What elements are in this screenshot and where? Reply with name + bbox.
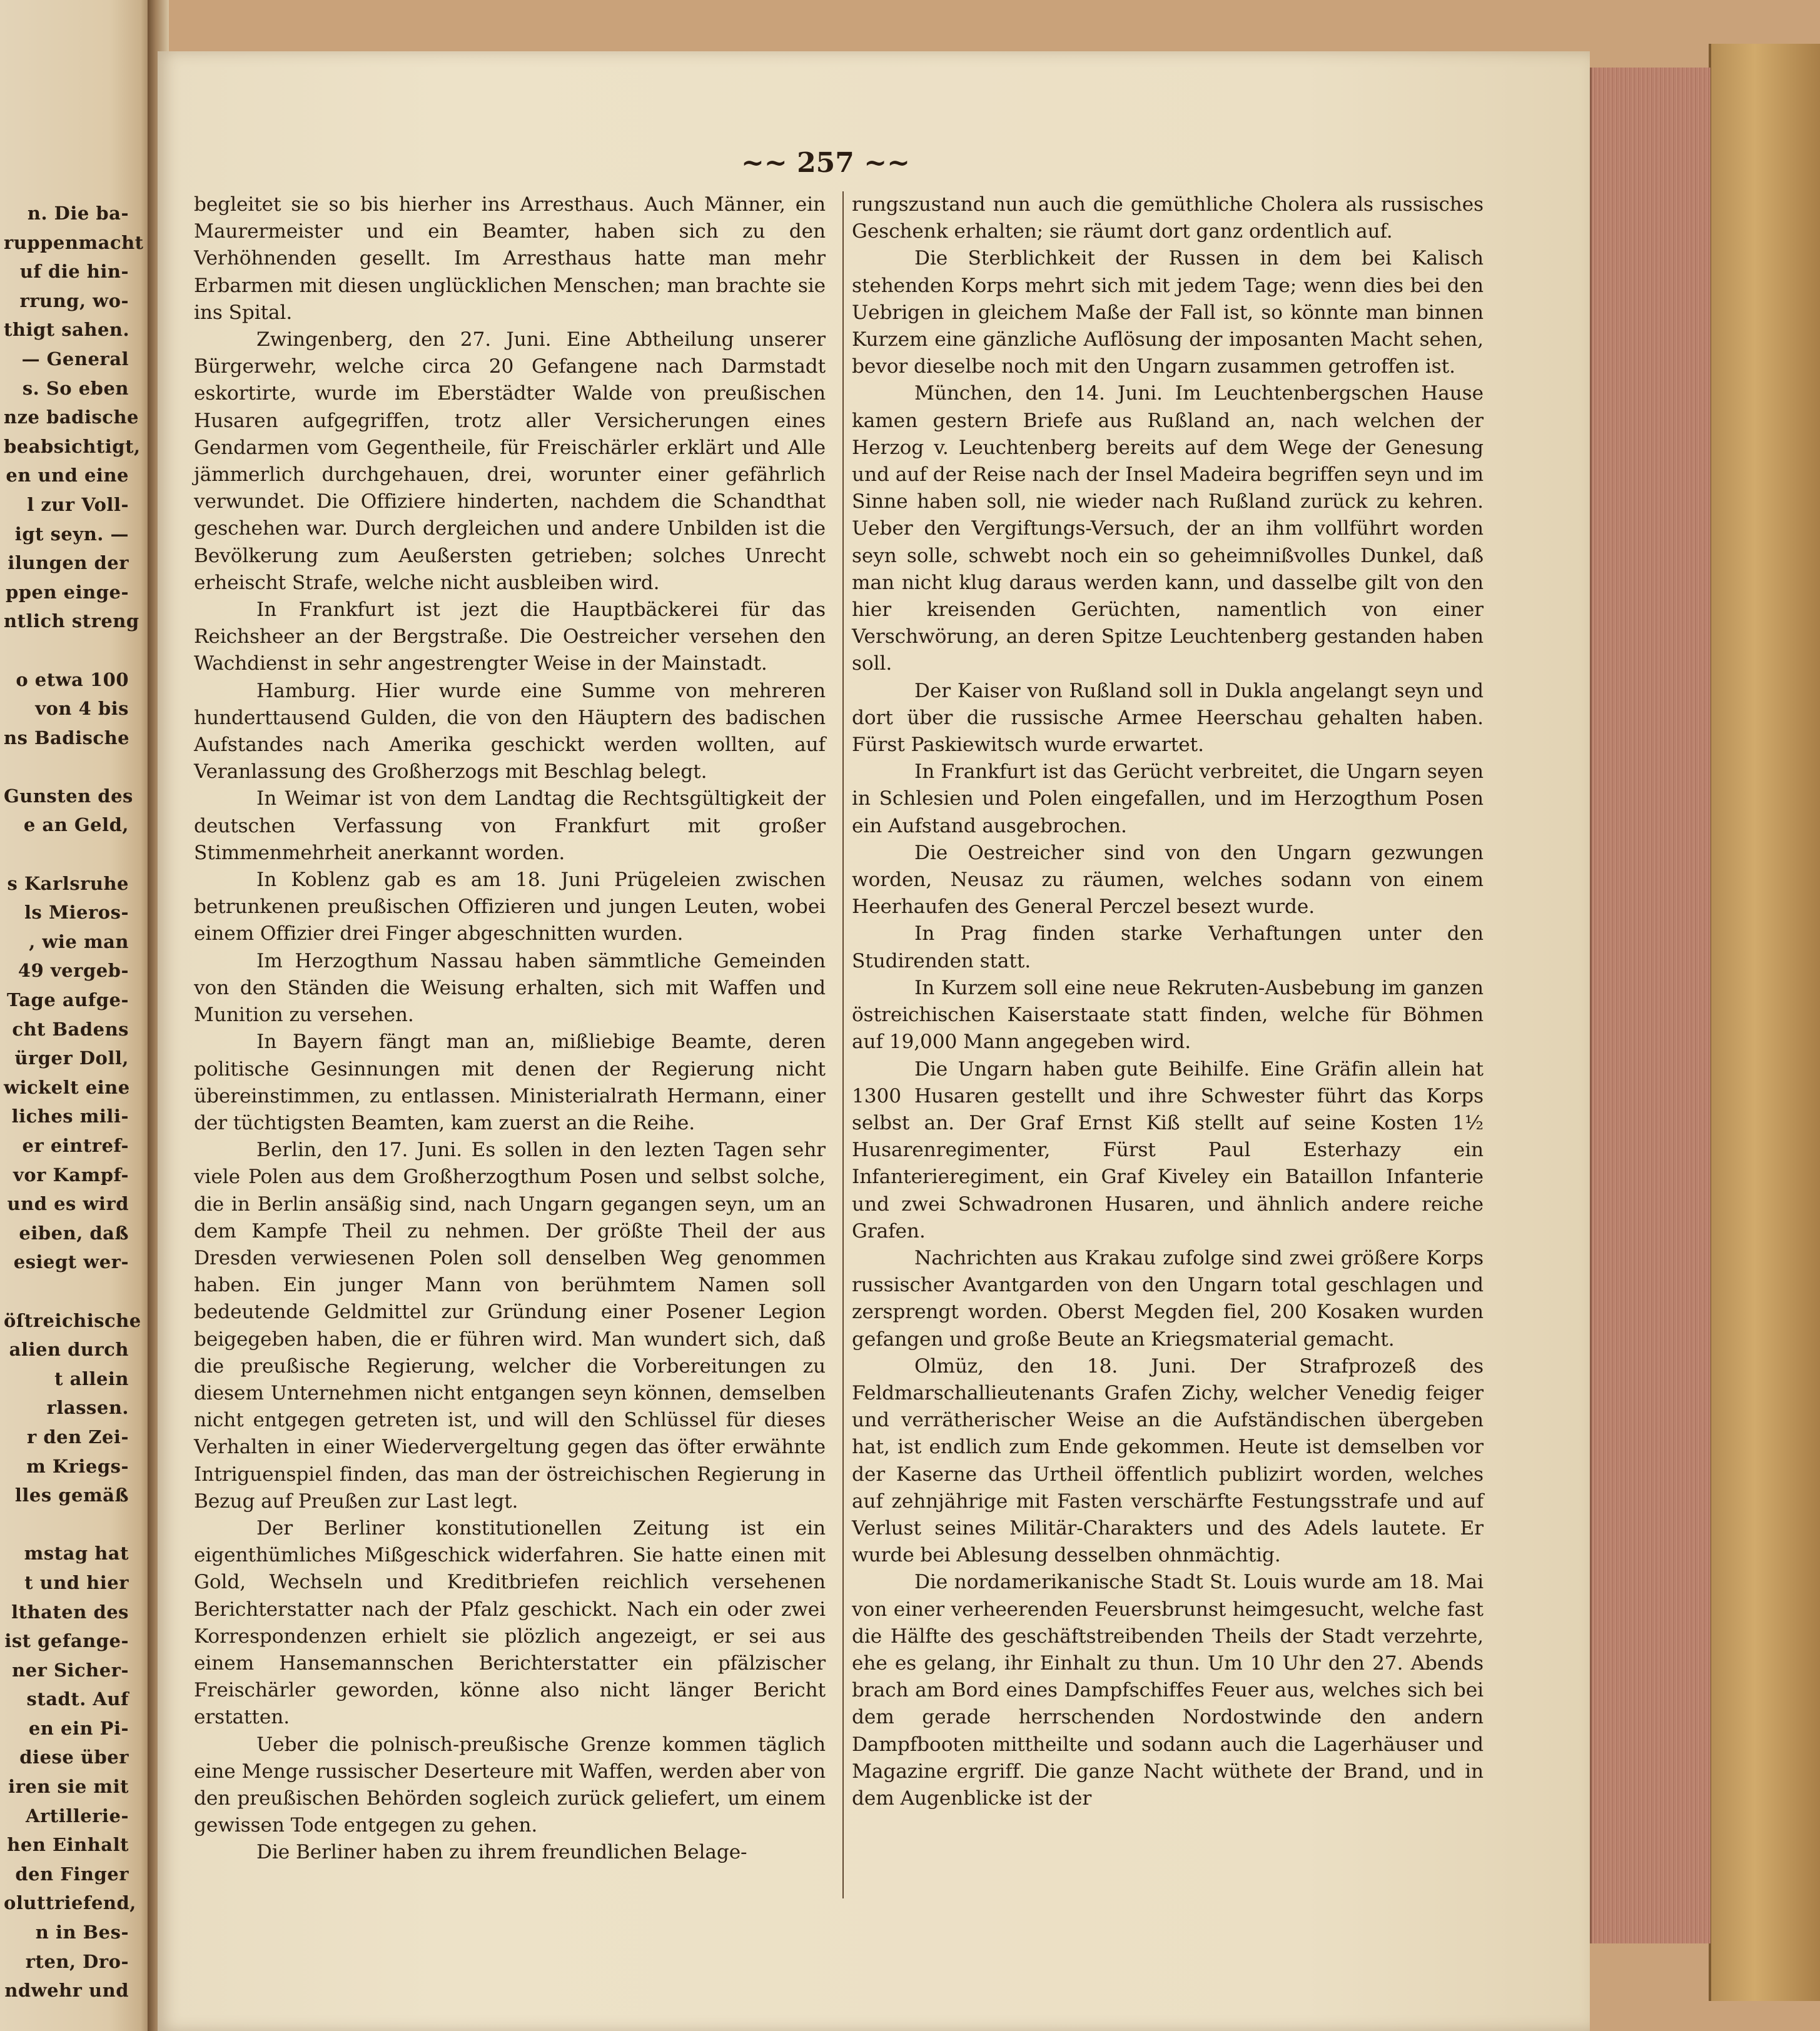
left-page-line: ns Badische — [4, 727, 130, 748]
left-page-line: igt seyn. — — [14, 523, 129, 545]
right-text-column — [852, 191, 1484, 1992]
left-page-line: — General — [21, 348, 129, 370]
left-page-line: s Karlsruhe — [7, 872, 129, 894]
left-page-line: r den Zei- — [27, 1426, 129, 1448]
article-paragraph: begleitet sie so bis hierher ins Arresthaus. Auch Männer, ein Maurermeister und ein Beamter, haben sich zu den Verhöhnenden gesellt. Im Arresthaus hatte man mehr Erbarmen mit diesen unglücklichen Menschen; man brachte sie ins Spital. — [194, 193, 826, 324]
book-cover-edge — [1709, 44, 1820, 2001]
column-divider — [842, 191, 844, 1898]
article-paragraph: In Frankfurt ist jezt die Hauptbäckerei für das Reichsheer an der Bergstraße. Die Oestreicher versehen den Wachdienst in sehr angestrengter Weise in der Mainstadt. — [194, 598, 826, 675]
article-paragraph: Im Herzogthum Nassau haben sämmtliche Gemeinden von den Ständen die Weisung erhalten, sich mit Waffen und Munition zu versehen. — [194, 949, 826, 1027]
left-page-line: en und eine — [6, 465, 129, 486]
left-page-line: ppen einge- — [5, 581, 129, 603]
left-page-line: beabsichtigt, — [4, 435, 141, 457]
left-page-line: 49 vergeb- — [18, 960, 129, 982]
left-page-line: lthaten des — [11, 1601, 129, 1623]
left-page-line: und es wird — [7, 1193, 129, 1215]
left-page-line: rlassen. — [46, 1397, 129, 1419]
left-page-line: Gunsten des — [4, 785, 133, 807]
article-paragraph: Berlin, den 17. Juni. Es sollen in den lezten Tagen sehr viele Polen aus dem Großherzogthum Posen und selbst solche, die in Berlin ansäßig sind, nach Ungarn gegangen seyn, um an dem Kampfe Theil zu nehmen. Der größte Theil der aus Dresden verwiesenen Polen soll denselben Weg genommen haben. Ein junger Mann von berühmtem Namen soll bedeutende Geldmittel zur Gründung einer Posener Legion beigegeben haben, die er führen wird. Man wundert sich, daß die preußische Regierung, welcher die Vorbereitungen zu diesem Unternehmen nicht entgangen seyn können, demselben nicht entgegen getreten ist, und will den Schlüssel für dieses Verhalten in einer Wiedervergeltung gegen das öfter erwähnte Intriguenspiel finden, das man der östreichischen Regierung in Bezug auf Preußen zur Last legt. — [194, 1139, 826, 1513]
left-page-line — [4, 840, 129, 869]
article-paragraph: Die Oestreicher sind von den Ungarn gezwungen worden, Neusaz zu räumen, welches sodann von einem Heerhaufen des General Perczel besezt wurde. — [852, 841, 1484, 919]
left-page-line: ndwehr und — [4, 1980, 129, 2002]
page-stack-edge — [1590, 68, 1711, 1943]
left-page-line: ilungen der — [8, 552, 129, 574]
left-page-line: den Finger — [15, 1863, 129, 1885]
left-page-line: thigt sahen. — [4, 319, 130, 341]
left-page — [0, 0, 156, 2031]
page-number-header: ~~ 257 ~~ — [741, 147, 910, 179]
left-page-line: s. So eben — [22, 377, 129, 399]
left-text-column — [194, 191, 826, 1992]
left-page-line: , wie man — [29, 930, 129, 952]
article-paragraph: Ueber die polnisch-preußische Grenze kommen täglich eine Menge russischer Deserteure mit Waffen, werden aber von den preußischen Behörden sogleich zurück geliefert, um einem gewissen Tode entgegen zu gehen. — [194, 1733, 826, 1837]
left-page-line: mstag hat — [24, 1543, 129, 1565]
article-paragraph: In Koblenz gab es am 18. Juni Prügeleien zwischen betrunkenen preußischen Offizieren und jungen Leuten, wobei einem Offizier drei Finger abgeschnitten wurden. — [194, 869, 826, 945]
left-page-line: hen Einhalt — [7, 1834, 129, 1856]
left-page-line: er eintref- — [22, 1135, 129, 1156]
article-paragraph: In Prag finden starke Verhaftungen unter den Studirenden statt. — [852, 922, 1484, 972]
left-page-line: von 4 bis — [35, 698, 129, 720]
left-page-line: uf die hin- — [19, 261, 129, 283]
left-page-line: ntlich streng — [4, 610, 139, 632]
left-page-line: e an Geld, — [23, 814, 129, 836]
left-page-line: lles gemäß — [14, 1484, 129, 1506]
left-page-line: nze badische — [4, 406, 139, 428]
left-page-line: ls Mieros- — [24, 902, 129, 924]
article-paragraph: Nachrichten aus Krakau zufolge sind zwei größere Korps russischer Avantgarden von den Ungarn total geschlagen und zersprengt worden. Oberst Megden fiel, 200 Kosaken wurden gefangen und große Beute an Kriegsmaterial gemacht. — [852, 1246, 1484, 1351]
left-page-line: alien durch — [9, 1339, 129, 1361]
left-page-line — [4, 1510, 129, 1540]
article-paragraph: In Kurzem soll eine neue Rekruten-Ausbebung im ganzen östreichischen Kaiserstaate statt finden, welche für Böhmen auf 19,000 Mann angegeben wird. — [852, 976, 1484, 1054]
left-page-line: ist gefange- — [4, 1630, 129, 1652]
left-page-line: rten, Dro- — [25, 1950, 129, 1972]
left-page-line: m Kriegs- — [26, 1455, 129, 1477]
left-page-line: o etwa 100 — [16, 668, 129, 690]
left-page-line: n in Bes- — [35, 1922, 129, 1943]
left-page-line: Tage aufge- — [6, 989, 129, 1011]
article-paragraph: Hamburg. Hier wurde eine Summe von mehreren hunderttausend Gulden, die von den Häuptern des badischen Aufstandes nach Amerika geschickt werden wollten, auf Veranlassung des Großherzogs mit Beschlag belegt. — [194, 679, 826, 784]
left-page-line: en ein Pi- — [28, 1717, 129, 1739]
left-page-line: oluttriefend, — [4, 1892, 136, 1914]
left-page-line: t und hier — [24, 1571, 129, 1593]
left-page-line: vor Kampf- — [13, 1164, 129, 1186]
left-page-line: liches mili- — [11, 1106, 129, 1127]
article-paragraph: Die nordamerikanische Stadt St. Louis wurde am 18. Mai von einer verheerenden Feuersbrunst heimgesucht, welche fast die Hälfte des geschäftstreibenden Theils der Stadt verzehrte, ehe es gelang, ihr Einhalt zu thun. Um 10 Uhr den 27. Abends brach am Bord eines Dampfschiffes Feuer aus, welches sich bei dem gerade herrschenden Nordostwinde den andern Dampfbooten mittheilte und sodann auch die Lagerhäuser und Magazine ergriff. Die ganze Nacht wüthete der Brand, und in dem Augenblicke ist der — [852, 1571, 1484, 1810]
left-page-line — [4, 1277, 129, 1306]
left-page-line: iren sie mit — [8, 1776, 129, 1798]
left-page-line: t allein — [54, 1368, 129, 1389]
left-page-line: Artillerie- — [26, 1805, 129, 1827]
left-page-line — [4, 636, 129, 665]
left-page-line: diese über — [19, 1746, 129, 1768]
left-page-line: cht Badens — [12, 1018, 129, 1040]
article-paragraph: Zwingenberg, den 27. Juni. Eine Abtheilung unserer Bürgerwehr, welche circa 20 Gefangene nach Darmstadt eskortirte, wurde im Eberstädter Walde von preußischen Husaren aufgegriffen, trotz aller Versicherungen eines Gendarmen vom Gegentheile, für Freischärler erklärt und Alle jämmerlich durchgehauen, drei, worunter einer gefährlich verwundet. Die Offiziere hinderten, nachdem die Schandthat geschehen war. Durch dergleichen und andere Unbilden ist die Bevölkerung zum Aeußersten getrieben; solches Unrecht erheischt Strafe, welche nicht ausbleiben wird. — [194, 328, 826, 594]
article-paragraph: rungszustand nun auch die gemüthliche Cholera als russisches Geschenk erhalten; sie räumt dort ganz ordentlich auf. — [852, 193, 1484, 243]
left-page-line: ruppenmacht — [4, 231, 144, 253]
left-page-line: ner Sicher- — [12, 1659, 129, 1681]
article-paragraph: In Bayern fängt man an, mißliebige Beamte, deren politische Gesinnungen mit denen der Regierung nicht übereinstimmen, zu entlassen. Ministerialrath Hermann, einer der tüchtigsten Beamten, kam zuerst an die Reihe. — [194, 1031, 826, 1134]
left-page-line: öſtreichische — [4, 1309, 141, 1331]
article-paragraph: Der Berliner konstitutionellen Zeitung ist ein eigenthümliches Mißgeschick widerfahren. Sie hatte einen mit Gold, Wechseln und Kreditbriefen reichlich versehenen Berichterstatter nach der Pfalz geschickt. Nach ein oder zwei Korrespondenzen erhielt sie plözlich angezeigt, er sei aus einem Hansemannschen Berichterstatter ein pfälzischer Freischärler geworden, könne also nicht länger Bericht erstatten. — [194, 1516, 826, 1729]
left-page-line: eiben, daß — [19, 1222, 129, 1244]
left-page-line: wickelt eine — [4, 1076, 130, 1098]
left-page-line: rrung, wo- — [19, 290, 129, 311]
article-paragraph: In Frankfurt ist das Gerücht verbreitet, die Ungarn seyen in Schlesien und Polen eingefallen, und im Herzogthum Posen ein Aufstand ausgebrochen. — [852, 760, 1484, 837]
left-page-line: ürger Doll, — [14, 1047, 129, 1069]
article-paragraph: Die Ungarn haben gute Beihilfe. Eine Gräfin allein hat 1300 Husaren gestellt und ihre Schwester führt das Korps selbst an. Der Graf Ernst Kiß stellt auf seine Kosten 1½ Husarenregimenter, Fürst Paul Esterhazy ein Infanterieregiment, ein Graf Kiveley ein Bataillon Infanterie und zwei Schwadronen Husaren, und ähnlich andere reiche Grafen. — [852, 1057, 1484, 1242]
article-paragraph: Die Sterblichkeit der Russen in dem bei Kalisch stehenden Korps mehrt sich mit jedem Tage; wenn dies bei den Uebrigen in gleichem Maße der Fall ist, so könnte man binnen Kurzem eine gänzliche Auflösung der imposanten Macht sehen, bevor dieselbe noch mit den Ungarn zusammen getroffen ist. — [852, 247, 1484, 378]
left-page-text-fragments — [4, 199, 144, 2005]
left-page-line: n. Die ba- — [27, 203, 129, 224]
left-page-line: stadt. Auf — [26, 1688, 129, 1710]
left-page-line: l zur Voll- — [27, 493, 129, 515]
left-page-line: esiegt wer- — [13, 1251, 129, 1273]
article-paragraph: In Weimar ist von dem Landtag die Rechtsgültigkeit der deutschen Verfassung von Frankfurt mit großer Stimmenmehrheit anerkannt worden. — [194, 787, 826, 864]
article-paragraph: München, den 14. Juni. Im Leuchtenbergschen Hause kamen gestern Briefe aus Rußland an, nach welchen der Herzog v. Leuchtenberg bereits auf dem Wege der Genesung und auf der Reise nach der Insel Madeira begriffen seyn und im Sinne haben soll, nie wieder nach Rußland zurück zu kehren. Ueber den Vergiftungs-Versuch, der an ihm vollführt worden seyn solle, schwebt noch ein so geheimnißvolles Dunkel, daß man nicht klug daraus werden kann, und dasselbe gilt von den hier kreisenden Gerüchten, namentlich von einer Verschwörung, an deren Spitze Leuchtenberg gestanden haben soll. — [852, 382, 1484, 675]
article-paragraph: Olmüz, den 18. Juni. Der Strafprozeß des Feldmarschallieutenants Grafen Zichy, welcher Venedig feiger und verrätherischer Weise an die Aufständischen übergeben hat, ist endlich zum Ende gekommen. Heute ist demselben vor der Kaserne das Urtheil öffentlich publizirt worden, welches auf zehnjährige mit Fasten verschärfte Festungsstrafe und auf Verlust seines Militär-Charakters und des Adels lautete. Er wurde bei Ablesung desselben ohnmächtig. — [852, 1354, 1484, 1567]
left-page-line — [4, 752, 129, 782]
article-paragraph: Der Kaiser von Rußland soll in Dukla angelangt seyn und dort über die russische Armee Heerschau gehalten haben. Fürst Paskiewitsch wurde erwartet. — [852, 679, 1484, 757]
article-paragraph: Die Berliner haben zu ihrem freundlichen Belage- — [256, 1841, 747, 1864]
